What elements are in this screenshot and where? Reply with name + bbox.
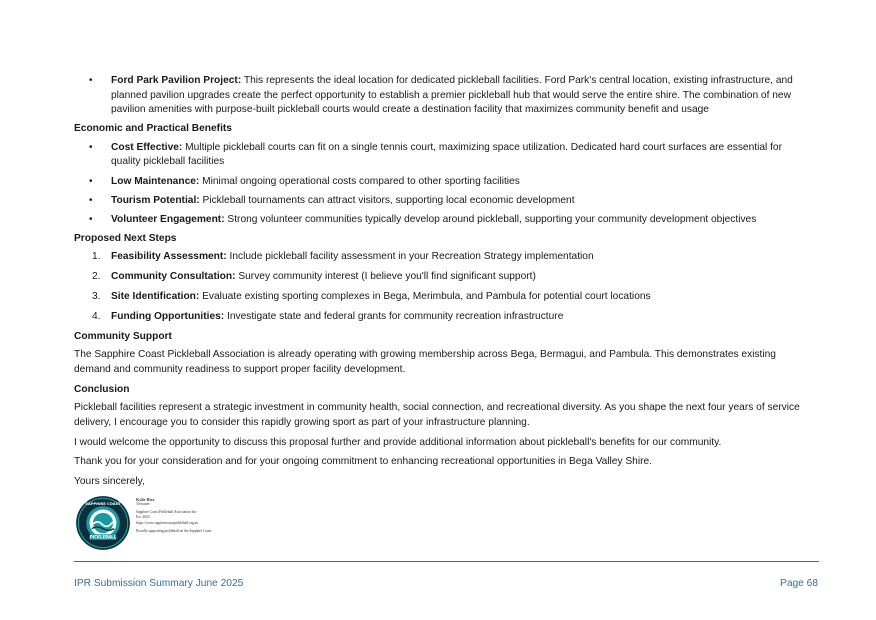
item-number: 4. <box>92 310 101 322</box>
intro-list <box>74 74 806 118</box>
section-heading-next-steps: Proposed Next Steps <box>74 232 177 244</box>
org-tagline: Proudly supporting pickleball on the Sapphire Coast <box>136 528 212 533</box>
item-text: Evaluate existing sporting complexes in Bega, Merimbula, and Pambula for potential court locations <box>199 291 651 302</box>
signature-details <box>136 497 211 534</box>
item-text: Investigate state and federal grants for community recreation infrastructure <box>224 310 564 322</box>
page-number: Page 68 <box>780 578 818 589</box>
logo-text-top: SAPPHIRE COAST <box>85 501 121 506</box>
economic-list <box>74 141 806 227</box>
footer-title: IPR Submission Summary June 2025 <box>74 578 244 589</box>
item-number: 1. <box>92 251 101 263</box>
list-item <box>74 250 806 265</box>
item-label: Community Consultation: <box>111 271 236 283</box>
association-logo <box>75 495 131 551</box>
item-label: Volunteer Engagement: <box>111 213 225 225</box>
footer-divider <box>74 561 819 562</box>
section-heading-community-support: Community Support <box>74 330 172 342</box>
item-text: Pickleball tournaments can attract visitors, supporting local economic development <box>199 194 575 206</box>
document-body <box>74 74 806 557</box>
item-text: Minimal ongoing operational costs compared to other sporting facilities <box>199 175 520 187</box>
item-text: This represents the ideal location for dedicated pickleball facilities. Ford Park's central location, existing infrastructure, and planned pavilion upgrades create the perfect opportunity to establish a premier pickleball hub that would serve the entire shire. The combination of new pavilion amenities with purpose-built pickleball courts would create a destination facility that maximizes community benefit and usage <box>111 75 793 116</box>
list-item <box>74 213 806 228</box>
org-established: Est. 2024 <box>136 515 150 520</box>
item-label: Funding Opportunities: <box>111 310 225 322</box>
signatory-role: Treasurer <box>136 502 150 507</box>
list-item <box>74 270 806 285</box>
section-heading-conclusion: Conclusion <box>74 383 130 395</box>
item-label: Site Identification: <box>111 291 200 302</box>
item-text: Strong volunteer communities typically develop around pickleball, supporting your community development objectives <box>224 213 757 225</box>
org-url[interactable]: https://www.sapphirecoastpickleball.org.au <box>136 520 199 525</box>
signatory-name: Kylie Rice <box>136 496 155 502</box>
list-item <box>74 194 806 209</box>
signature-block <box>74 495 806 557</box>
org-name: Sapphire Coast Pickleball Association Inc <box>136 510 197 515</box>
item-label: Feasibility Assessment: <box>111 251 227 263</box>
item-number: 3. <box>92 291 101 302</box>
item-number: 2. <box>92 271 101 283</box>
logo-text-bottom: PICKLEBALL <box>89 534 117 540</box>
list-item <box>74 310 806 325</box>
list-item <box>74 141 806 170</box>
item-label: Ford Park Pavilion Project: <box>111 75 242 86</box>
item-text: Include pickleball facility assessment in your Recreation Strategy implementation <box>226 251 594 263</box>
item-label: Cost Effective: <box>111 141 183 153</box>
conclusion-paragraph: Pickleball facilities represent a strategic investment in community health, social connection, and recreational diversity. As you shape the next four years of service delivery, I encourage you to consider this rapidly growing sport as part of your infrastructure planning. <box>74 402 800 428</box>
item-label: Tourism Potential: <box>111 194 200 206</box>
section-heading-economic: Economic and Practical Benefits <box>74 123 232 135</box>
list-item <box>74 175 806 190</box>
item-label: Low Maintenance: <box>111 175 200 187</box>
list-item <box>74 74 806 118</box>
sign-off: Yours sincerely, <box>74 476 145 488</box>
conclusion-paragraph: I would welcome the opportunity to discuss this proposal further and provide additional information about pickleball's benefits for our community. <box>74 436 722 448</box>
community-support-paragraph: The Sapphire Coast Pickleball Association is already operating with growing membership across Bega, Bermagui, and Pambula. This demonstrates existing demand and community readiness to support proper facility development. <box>74 349 776 375</box>
next-steps-list <box>74 250 806 324</box>
conclusion-paragraph: Thank you for your consideration and for your ongoing commitment to enhancing recreational opportunities in Bega Valley Shire. <box>74 456 653 468</box>
item-text: Survey community interest (I believe you'll find significant support) <box>235 271 536 283</box>
item-text: Multiple pickleball courts can fit on a single tennis court, maximizing space utilization. Dedicated hard court surfaces are essential for quality pickleball facilities <box>111 141 782 168</box>
list-item <box>74 290 806 305</box>
